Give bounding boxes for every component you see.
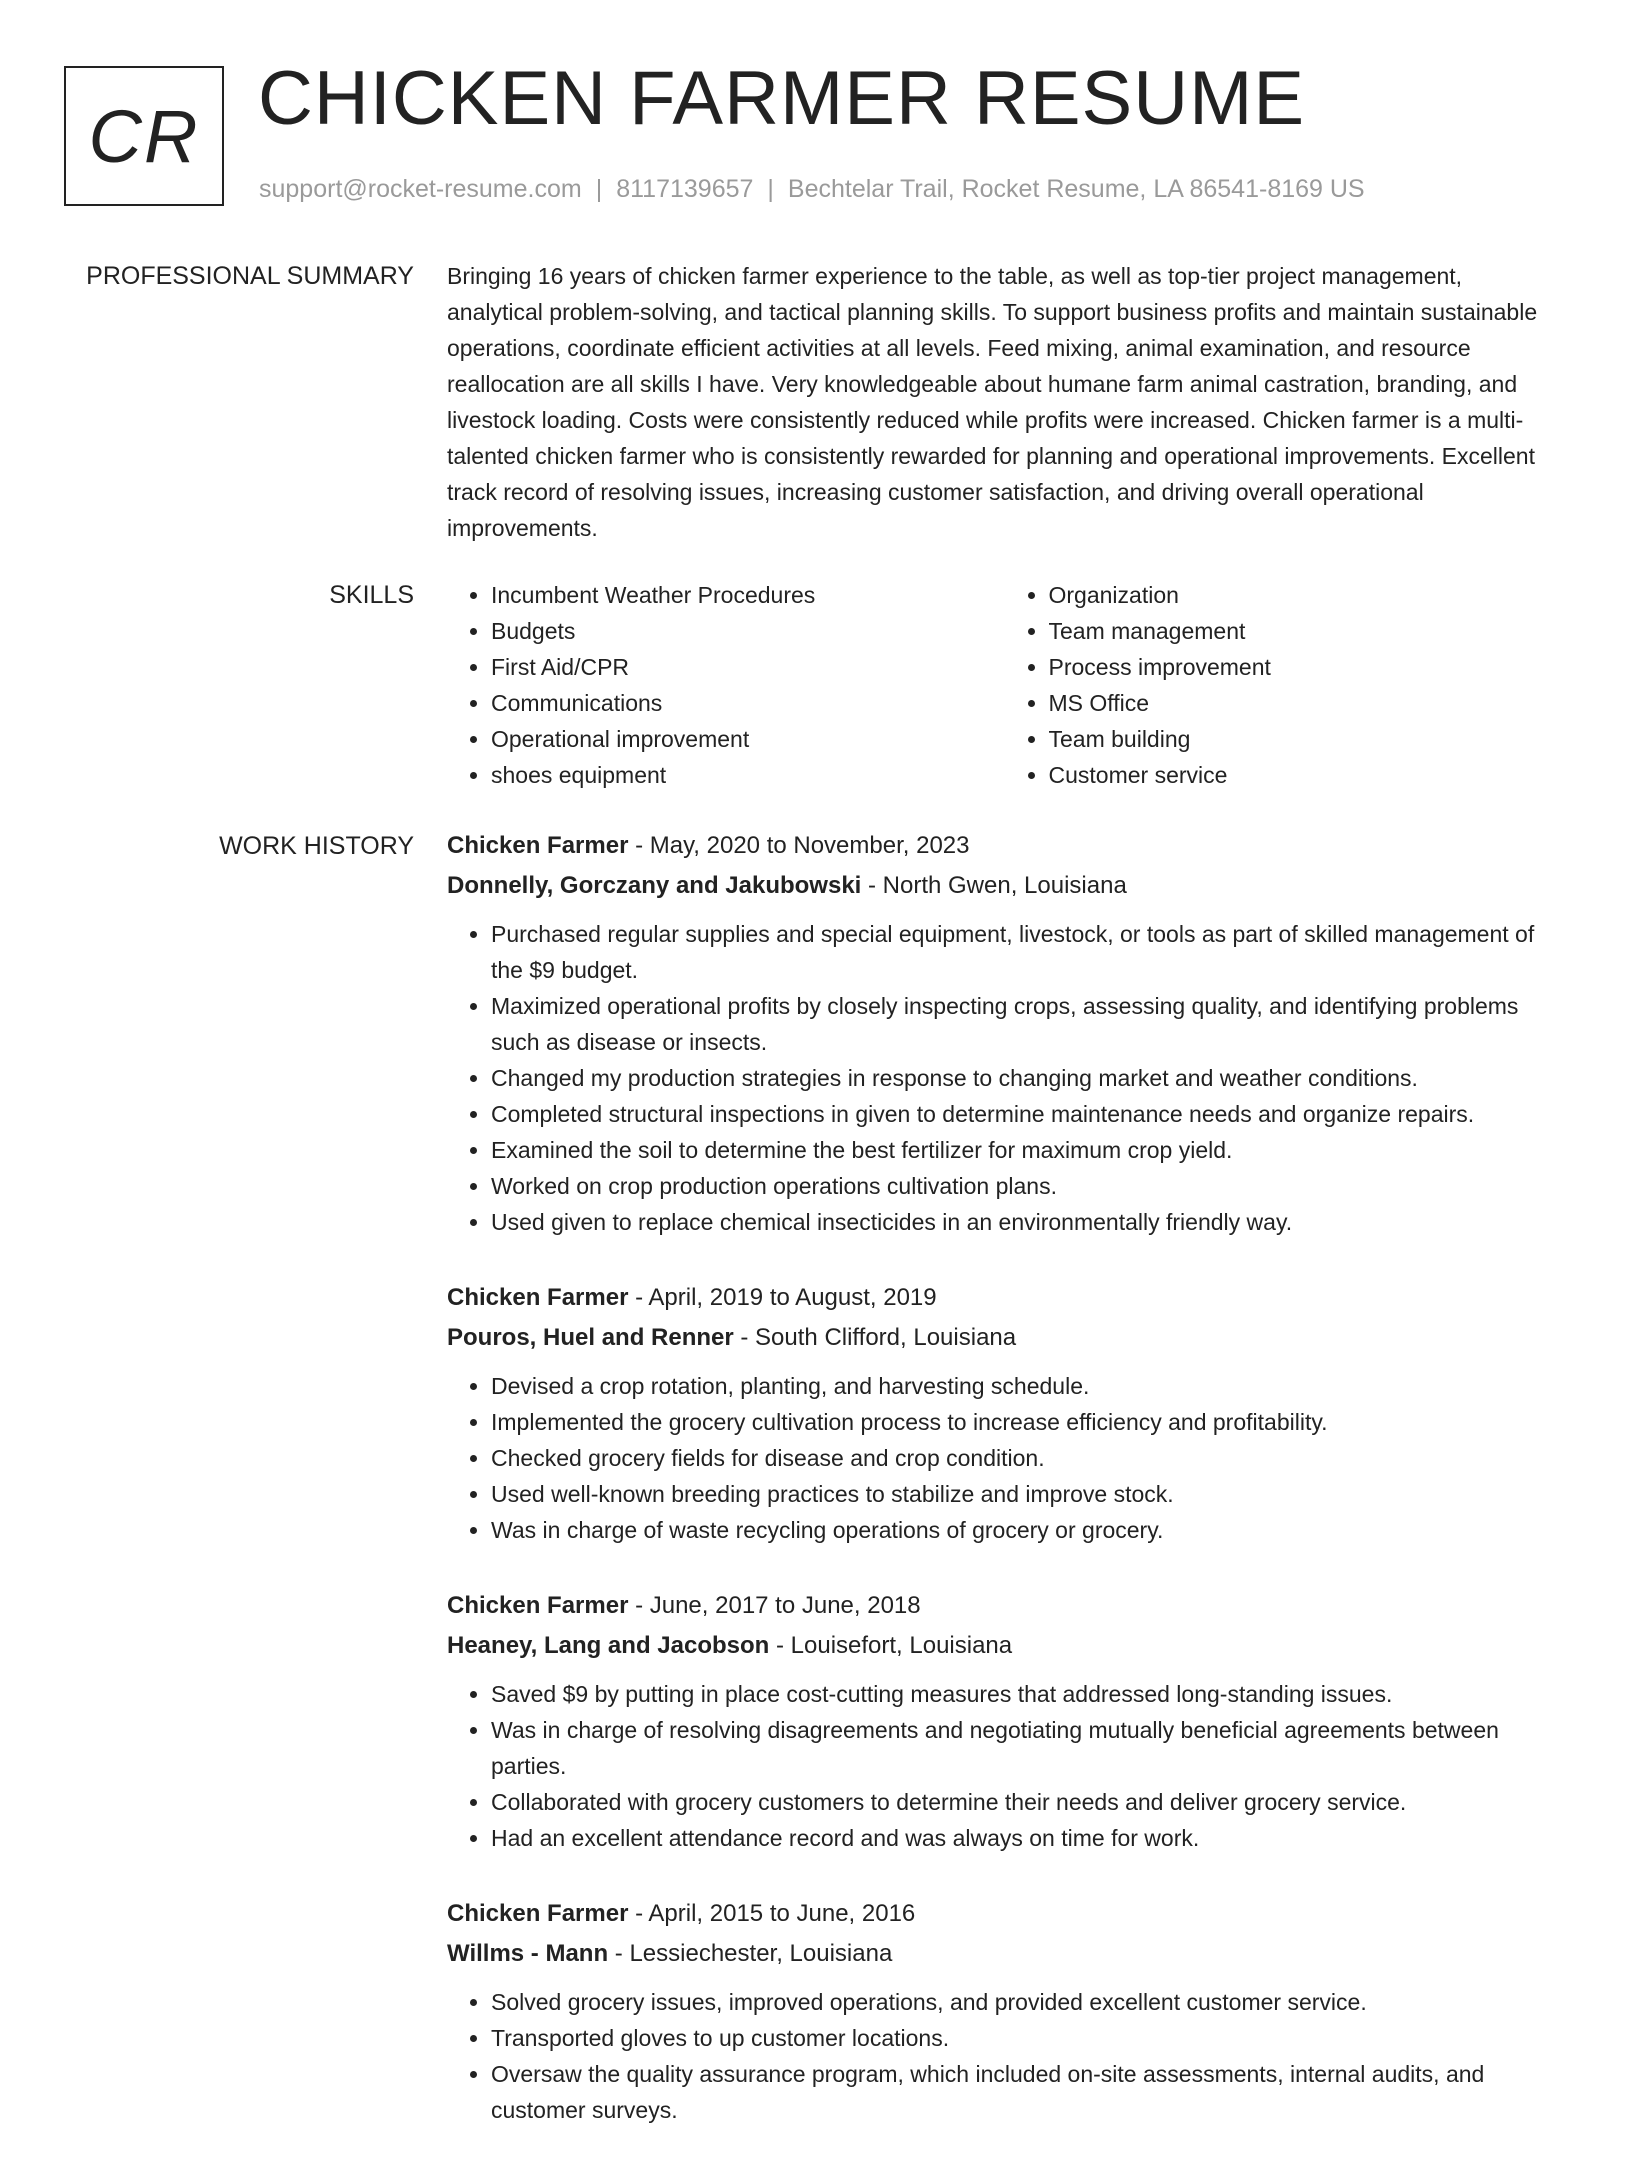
job-company: Willms - Mann xyxy=(447,1940,609,1967)
summary-text: Bringing 16 years of chicken farmer experience to the table, as well as top-tier project management, analytical problem-solving, and tactical planning skills. To support business profits and maintain sustainable operations, coordinate efficient activities at all levels. Feed mixing, animal examination, and resource reallocation are all skills I have. Very knowledgeable about humane farm animal castration, branding, and livestock loading. Costs were consistently reduced while profits were increased. Chicken farmer is a multi-talented chicken farmer who is consistently rewarded for planning and operational improvements. Excellent track record of resolving issues, increasing customer satisfaction, and driving overall operational improvements. xyxy=(447,263,1538,541)
list-item: • Oversaw the quality assurance program, which included on-site assessments, internal audits, and customer surveys. xyxy=(491,2056,1562,2128)
job-title-line xyxy=(447,1278,1562,1318)
job-location: - Lessiechester, Louisiana xyxy=(614,1940,893,1967)
job-dates: - June, 2017 to June, 2018 xyxy=(635,1592,921,1619)
job-entry xyxy=(447,826,1562,1240)
list-item: • Used given to replace chemical insecticides in an environmentally friendly way. xyxy=(491,1204,1562,1240)
job-entry xyxy=(447,1894,1562,2128)
list-item: • Saved $9 by putting in place cost-cutting measures that addressed long-standing issues. xyxy=(491,1676,1562,1712)
job-dates: - May, 2020 to November, 2023 xyxy=(635,832,970,859)
job-company-line xyxy=(447,866,1562,906)
contact-separator: | xyxy=(767,175,774,203)
list-item: • Solved grocery issues, improved operations, and provided excellent customer service. xyxy=(491,1984,1562,2020)
monogram-logo xyxy=(64,66,224,206)
job-dates: - April, 2015 to June, 2016 xyxy=(635,1900,916,1927)
contact-address: Bechtelar Trail, Rocket Resume, LA 86541-8169 US xyxy=(787,175,1365,203)
list-item: • Checked grocery fields for disease and crop condition. xyxy=(491,1440,1562,1476)
list-item: • Worked on crop production operations cultivation plans. xyxy=(491,1168,1562,1204)
list-item: • Team management xyxy=(1049,613,1563,649)
job-dates: - April, 2019 to August, 2019 xyxy=(635,1284,937,1311)
list-item: • Customer service xyxy=(1049,757,1563,793)
list-item: • Maximized operational profits by closely inspecting crops, assessing quality, and identifying problems such as disease or insects. xyxy=(491,988,1562,1060)
skills-list-right xyxy=(1005,577,1563,793)
contact-phone[interactable]: 8117139657 xyxy=(616,175,754,203)
list-item: • Examined the soil to determine the best fertilizer for maximum crop yield. xyxy=(491,1132,1562,1168)
job-location: - South Clifford, Louisiana xyxy=(740,1324,1017,1351)
contact-line xyxy=(259,175,1365,204)
skills-heading: SKILLS xyxy=(329,581,414,609)
list-item: • Changed my production strategies in response to changing market and weather conditions. xyxy=(491,1060,1562,1096)
skills-body xyxy=(447,577,1562,793)
job-company-line xyxy=(447,1626,1562,1666)
list-item: • Was in charge of waste recycling operations of grocery or grocery. xyxy=(491,1512,1562,1548)
job-company: Pouros, Huel and Renner xyxy=(447,1324,734,1351)
list-item: • Operational improvement xyxy=(491,721,1005,757)
list-item: • Purchased regular supplies and special equipment, livestock, or tools as part of skilled management of the $9 budget. xyxy=(491,916,1562,988)
job-title: Chicken Farmer xyxy=(447,1900,629,1927)
job-location: - North Gwen, Louisiana xyxy=(868,872,1127,899)
job-duties-list xyxy=(447,1676,1562,1856)
list-item: • Transported gloves to up customer locations. xyxy=(491,2020,1562,2056)
list-item: • Had an excellent attendance record and was always on time for work. xyxy=(491,1820,1562,1856)
summary-body xyxy=(447,258,1562,546)
list-item: • Process improvement xyxy=(1049,649,1563,685)
job-duties-list xyxy=(447,1368,1562,1548)
job-title-line xyxy=(447,826,1562,866)
job-duties-list xyxy=(447,916,1562,1240)
list-item: • Communications xyxy=(491,685,1005,721)
list-item: • shoes equipment xyxy=(491,757,1005,793)
list-item: • MS Office xyxy=(1049,685,1563,721)
list-item: • Incumbent Weather Procedures xyxy=(491,577,1005,613)
monogram-text: CR xyxy=(88,94,200,178)
job-title: Chicken Farmer xyxy=(447,1284,629,1311)
job-entry xyxy=(447,1278,1562,1548)
contact-email[interactable]: support@rocket-resume.com xyxy=(259,175,582,203)
job-company: Heaney, Lang and Jacobson xyxy=(447,1632,770,1659)
summary-heading: PROFESSIONAL SUMMARY xyxy=(86,262,414,290)
resume-title: CHICKEN FARMER RESUME xyxy=(258,56,1306,141)
list-item: • Used well-known breeding practices to stabilize and improve stock. xyxy=(491,1476,1562,1512)
skills-list-left xyxy=(447,577,1005,793)
list-item: • Team building xyxy=(1049,721,1563,757)
job-location: - Louisefort, Louisiana xyxy=(775,1632,1013,1659)
list-item: • Completed structural inspections in given to determine maintenance needs and organize repairs. xyxy=(491,1096,1562,1132)
job-title-line xyxy=(447,1586,1562,1626)
contact-separator: | xyxy=(595,175,603,203)
work-heading: WORK HISTORY xyxy=(219,832,414,860)
list-item: • Organization xyxy=(1049,577,1563,613)
job-duties-list xyxy=(447,1984,1562,2128)
job-title: Chicken Farmer xyxy=(447,832,629,859)
list-item: • Collaborated with grocery customers to determine their needs and deliver grocery service. xyxy=(491,1784,1562,1820)
job-entry xyxy=(447,1586,1562,1856)
job-company-line xyxy=(447,1318,1562,1358)
list-item: • Budgets xyxy=(491,613,1005,649)
list-item: • Was in charge of resolving disagreements and negotiating mutually beneficial agreements between parties. xyxy=(491,1712,1562,1784)
job-company-line xyxy=(447,1934,1562,1974)
job-title: Chicken Farmer xyxy=(447,1592,629,1619)
job-company: Donnelly, Gorczany and Jakubowski xyxy=(447,872,862,899)
job-title-line xyxy=(447,1894,1562,1934)
list-item: • Devised a crop rotation, planting, and harvesting schedule. xyxy=(491,1368,1562,1404)
list-item: • Implemented the grocery cultivation process to increase efficiency and profitability. xyxy=(491,1404,1562,1440)
work-body xyxy=(447,826,1562,2166)
list-item: • First Aid/CPR xyxy=(491,649,1005,685)
